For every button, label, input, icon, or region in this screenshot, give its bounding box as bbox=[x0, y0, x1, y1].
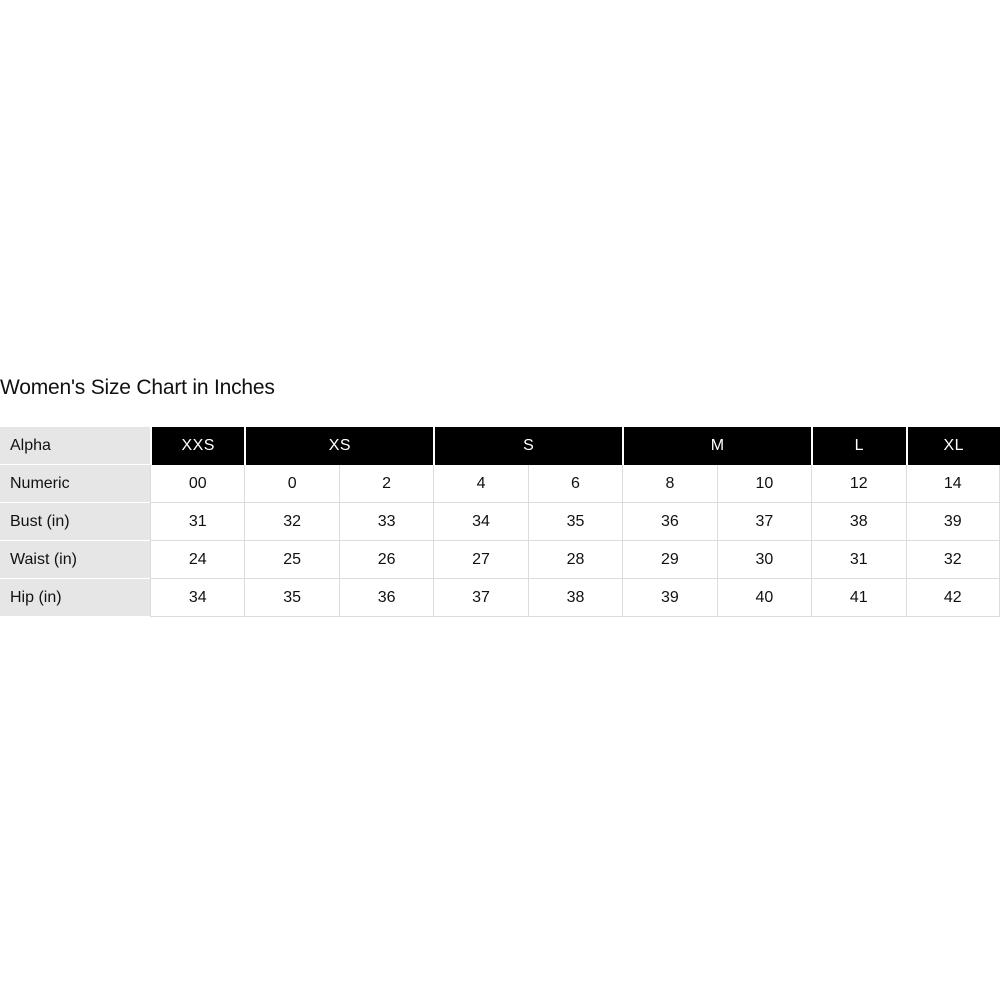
alpha-size-xs: XS bbox=[244, 427, 433, 465]
table-row-bust bbox=[0, 503, 1000, 541]
row-label-bust: Bust (in) bbox=[0, 503, 150, 541]
alpha-size-xl: XL bbox=[906, 427, 1000, 465]
table-cell: 40 bbox=[717, 579, 811, 617]
alpha-size-l: L bbox=[811, 427, 905, 465]
alpha-size-xxs: XXS bbox=[150, 427, 244, 465]
table-cell: 33 bbox=[339, 503, 433, 541]
table-cell: 31 bbox=[150, 503, 244, 541]
size-chart-table bbox=[0, 427, 1000, 617]
table-cell: 38 bbox=[528, 579, 622, 617]
table-row-hip bbox=[0, 579, 1000, 617]
table-cell: 32 bbox=[906, 541, 1000, 579]
table-cell: 31 bbox=[811, 541, 905, 579]
table-cell: 8 bbox=[622, 465, 716, 503]
table-cell: 28 bbox=[528, 541, 622, 579]
table-cell: 32 bbox=[244, 503, 338, 541]
table-row-numeric bbox=[0, 465, 1000, 503]
table-cell: 0 bbox=[244, 465, 338, 503]
table-cell: 41 bbox=[811, 579, 905, 617]
table-cell: 37 bbox=[717, 503, 811, 541]
table-cell: 39 bbox=[906, 503, 1000, 541]
table-cell: 34 bbox=[150, 579, 244, 617]
table-cell: 34 bbox=[433, 503, 527, 541]
page-title: Women's Size Chart in Inches bbox=[0, 376, 275, 399]
row-label-hip: Hip (in) bbox=[0, 579, 150, 617]
table-cell: 26 bbox=[339, 541, 433, 579]
table-cell: 14 bbox=[906, 465, 1000, 503]
table-cell: 29 bbox=[622, 541, 716, 579]
table-cell: 37 bbox=[433, 579, 527, 617]
table-cell: 4 bbox=[433, 465, 527, 503]
table-cell: 30 bbox=[717, 541, 811, 579]
table-cell: 36 bbox=[339, 579, 433, 617]
table-cell: 36 bbox=[622, 503, 716, 541]
alpha-size-m: M bbox=[622, 427, 811, 465]
table-cell: 00 bbox=[150, 465, 244, 503]
row-label-numeric: Numeric bbox=[0, 465, 150, 503]
table-cell: 25 bbox=[244, 541, 338, 579]
alpha-row-label: Alpha bbox=[0, 427, 150, 465]
table-cell: 6 bbox=[528, 465, 622, 503]
table-cell: 24 bbox=[150, 541, 244, 579]
table-cell: 35 bbox=[528, 503, 622, 541]
alpha-size-s: S bbox=[433, 427, 622, 465]
table-cell: 39 bbox=[622, 579, 716, 617]
table-cell: 42 bbox=[906, 579, 1000, 617]
alpha-row bbox=[0, 427, 1000, 465]
table-cell: 38 bbox=[811, 503, 905, 541]
table-row-waist bbox=[0, 541, 1000, 579]
table-cell: 10 bbox=[717, 465, 811, 503]
table-cell: 12 bbox=[811, 465, 905, 503]
table-cell: 27 bbox=[433, 541, 527, 579]
row-label-waist: Waist (in) bbox=[0, 541, 150, 579]
table-cell: 35 bbox=[244, 579, 338, 617]
table-cell: 2 bbox=[339, 465, 433, 503]
